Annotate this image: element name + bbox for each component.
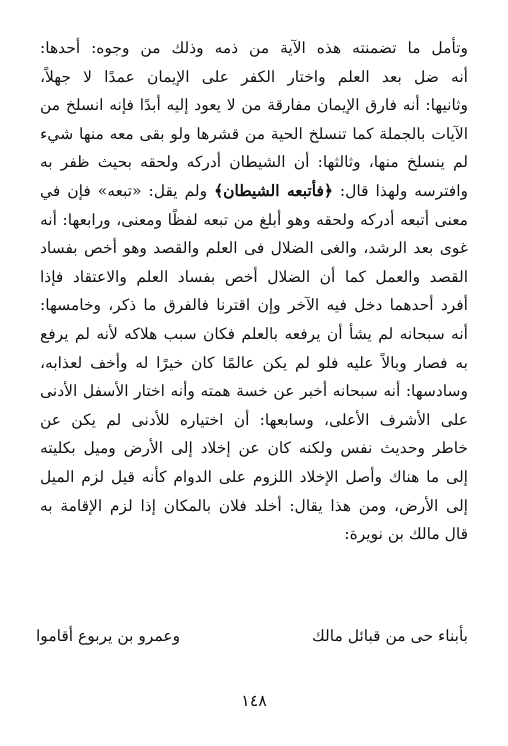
line-text: قال مالك بن نويرة:: [344, 525, 468, 544]
text-line: [40, 520, 468, 549]
line-text: إلى ما هناك وأصل الإخلاد اللزوم على الدوام كأنه قيل لزم الميل: [40, 467, 468, 486]
text-line: [40, 148, 468, 177]
line-text: الآيات بالجملة كما تنسلخ الحية من قشرها ولو بقى معه منها شيء: [40, 124, 468, 143]
line-text: غوى بعد الرشد، والغى الضلال فى العلم والقصد وهو أخص بفساد: [40, 239, 468, 258]
text-line: [40, 463, 468, 492]
line-text: وثانيها: أنه فارق الإيمان مفارقة من لا يعود إليه أبدًا فإنه انسلخ من: [40, 96, 468, 115]
text-line: [40, 434, 468, 463]
line-text: وسادسها: أنه سبحانه أخبر عن خسة همته وأنه اختار الأسفل الأدنى: [40, 382, 468, 401]
line-text: أفرد أحدهما دخل فيه الآخر وإن اقترنا فالفرق ما ذكر، وخامسها:: [40, 296, 468, 315]
second-hemistich: وعمرو بن يربوع أقاموا: [36, 627, 181, 645]
body-text: [40, 34, 468, 549]
text-line: [40, 291, 468, 320]
text-line: [40, 349, 468, 378]
line-text: إلى الأرض، ومن هذا يقال: أخلد فلان بالمكان إذا لزم الإقامة به: [40, 496, 468, 515]
quran-quote: ﴿فأتبعه الشيطان﴾: [214, 180, 333, 200]
text-line: [40, 206, 468, 235]
line-text: وافترسه ولهذا قال:: [332, 181, 468, 200]
line-text: لم ينسلخ منها، وثالثها: أن الشيطان أدركه ولحقه بحيث ظفر به: [40, 153, 468, 172]
line-text: على الأشرف الأعلى، وسابعها: أن اختياره للأدنى لم يكن عن: [40, 410, 468, 429]
text-line: [40, 492, 468, 521]
line-text: خاطر وحديث نفس ولكنه كان عن إخلاد إلى الأرض وميل بكليته: [40, 439, 468, 458]
line-text: وتأمل ما تضمنته هذه الآية من ذمه وذلك من وجوه: أحدها:: [40, 39, 468, 57]
text-line: [40, 263, 468, 292]
text-line: [40, 320, 468, 349]
first-hemistich: بأبناء حى من قبائل مالك: [311, 627, 468, 645]
line-text: القصد والعمل كما أن الضلال أخص بفساد العلم والاعتقاد فإذا: [40, 267, 468, 286]
text-line: [40, 177, 468, 206]
text-line: [40, 91, 468, 120]
line-text: به فصار وبالاً عليه فلو لم يكن عالمًا كان خيرًا له وأخف لعذابه،: [40, 353, 468, 372]
line-text: معنى أتبعه أدركه ولحقه وهو أبلغ من تبعه لفظًا ومعنى، ورابعها: أنه: [40, 210, 468, 229]
page-number: ١٤٨: [241, 691, 267, 710]
text-line: [40, 34, 468, 63]
line-text: أنه سبحانه لم يشأ أن يرفعه بالعلم فكان سبب هلاكه لأنه لم يرفع: [40, 324, 468, 343]
text-line: [40, 406, 468, 435]
text-line: [40, 234, 468, 263]
text-line: [40, 63, 468, 92]
text-line: [40, 120, 468, 149]
line-text: ولم يقل: «تبعه» فإن في: [40, 181, 215, 200]
text-line: [40, 377, 468, 406]
poetry-verse: [36, 622, 468, 650]
line-text: أنه ضل بعد العلم واختار الكفر على الإيمان عمدًا لا جهلاً،: [40, 67, 468, 86]
